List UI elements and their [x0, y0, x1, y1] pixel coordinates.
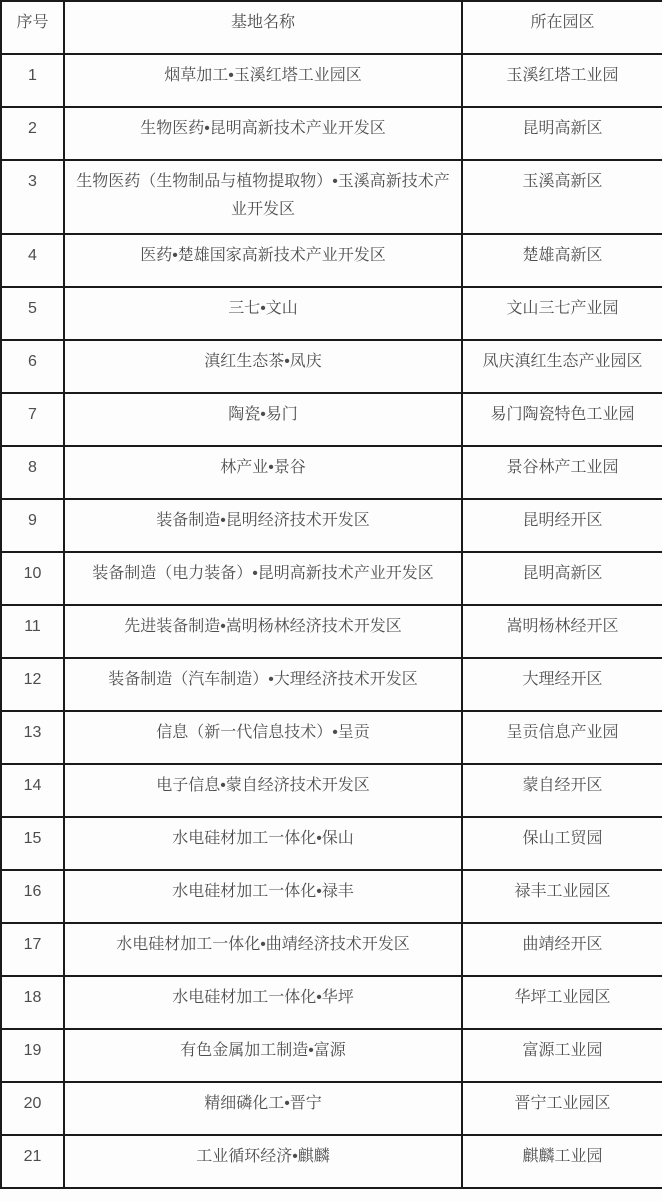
- park-name: 曲靖经开区: [462, 923, 662, 976]
- park-name: 麒麟工业园: [462, 1135, 662, 1188]
- base-name: 陶瓷•易门: [64, 393, 462, 446]
- row-index: 12: [1, 658, 64, 711]
- row-index: 4: [1, 234, 64, 287]
- park-name: 文山三七产业园: [462, 287, 662, 340]
- table-row: [1, 1135, 662, 1188]
- row-index: 17: [1, 923, 64, 976]
- table-row: [1, 658, 662, 711]
- park-name: 蒙自经开区: [462, 764, 662, 817]
- table-row: [1, 976, 662, 1029]
- table-row: [1, 287, 662, 340]
- base-name: 装备制造（电力装备）•昆明高新技术产业开发区: [64, 552, 462, 605]
- row-index: 20: [1, 1082, 64, 1135]
- base-name: 工业循环经济•麒麟: [64, 1135, 462, 1188]
- base-name: 生物医药（生物制品与植物提取物）•玉溪高新技术产业开发区: [64, 160, 462, 234]
- row-index: 10: [1, 552, 64, 605]
- table-row: [1, 764, 662, 817]
- base-name: 信息（新一代信息技术）•呈贡: [64, 711, 462, 764]
- row-index: 1: [1, 54, 64, 107]
- base-name: 三七•文山: [64, 287, 462, 340]
- row-index: 8: [1, 446, 64, 499]
- base-name: 水电硅材加工一体化•保山: [64, 817, 462, 870]
- table-row: [1, 711, 662, 764]
- row-index: 13: [1, 711, 64, 764]
- base-name: 电子信息•蒙自经济技术开发区: [64, 764, 462, 817]
- base-name: 装备制造•昆明经济技术开发区: [64, 499, 462, 552]
- row-index: 14: [1, 764, 64, 817]
- col-header-base-name: 基地名称: [64, 1, 462, 54]
- table-row: [1, 923, 662, 976]
- row-index: 16: [1, 870, 64, 923]
- table-row: [1, 817, 662, 870]
- table-row: [1, 1029, 662, 1082]
- row-index: 5: [1, 287, 64, 340]
- park-name: 玉溪红塔工业园: [462, 54, 662, 107]
- park-name: 华坪工业园区: [462, 976, 662, 1029]
- park-name: 易门陶瓷特色工业园: [462, 393, 662, 446]
- row-index: 3: [1, 160, 64, 234]
- park-name: 晋宁工业园区: [462, 1082, 662, 1135]
- base-name: 医药•楚雄国家高新技术产业开发区: [64, 234, 462, 287]
- row-index: 11: [1, 605, 64, 658]
- base-name: 滇红生态茶•凤庆: [64, 340, 462, 393]
- table-row: [1, 499, 662, 552]
- park-name: 昆明经开区: [462, 499, 662, 552]
- base-name: 先进装备制造•嵩明杨林经济技术开发区: [64, 605, 462, 658]
- park-name: 景谷林产工业园: [462, 446, 662, 499]
- table-row: [1, 1082, 662, 1135]
- table-row: [1, 340, 662, 393]
- table-row: [1, 107, 662, 160]
- park-name: 凤庆滇红生态产业园区: [462, 340, 662, 393]
- base-name: 生物医药•昆明高新技术产业开发区: [64, 107, 462, 160]
- table-row: [1, 160, 662, 234]
- base-name: 水电硅材加工一体化•禄丰: [64, 870, 462, 923]
- row-index: 9: [1, 499, 64, 552]
- col-header-no: 序号: [1, 1, 64, 54]
- base-name: 烟草加工•玉溪红塔工业园区: [64, 54, 462, 107]
- row-index: 6: [1, 340, 64, 393]
- park-name: 禄丰工业园区: [462, 870, 662, 923]
- park-name: 大理经开区: [462, 658, 662, 711]
- col-header-park: 所在园区: [462, 1, 662, 54]
- park-name: 呈贡信息产业园: [462, 711, 662, 764]
- base-name: 水电硅材加工一体化•曲靖经济技术开发区: [64, 923, 462, 976]
- table-row: [1, 393, 662, 446]
- park-name: 昆明高新区: [462, 107, 662, 160]
- table-row: [1, 870, 662, 923]
- base-name: 装备制造（汽车制造）•大理经济技术开发区: [64, 658, 462, 711]
- header-row: [1, 1, 662, 54]
- row-index: 18: [1, 976, 64, 1029]
- base-name: 精细磷化工•晋宁: [64, 1082, 462, 1135]
- park-name: 楚雄高新区: [462, 234, 662, 287]
- base-name: 有色金属加工制造•富源: [64, 1029, 462, 1082]
- row-index: 7: [1, 393, 64, 446]
- table-row: [1, 234, 662, 287]
- park-name: 富源工业园: [462, 1029, 662, 1082]
- row-index: 2: [1, 107, 64, 160]
- row-index: 19: [1, 1029, 64, 1082]
- park-name: 玉溪高新区: [462, 160, 662, 234]
- park-name: 昆明高新区: [462, 552, 662, 605]
- table-row: [1, 446, 662, 499]
- table-row: [1, 605, 662, 658]
- row-index: 21: [1, 1135, 64, 1188]
- park-name: 保山工贸园: [462, 817, 662, 870]
- base-name: 林产业•景谷: [64, 446, 462, 499]
- table-row: [1, 54, 662, 107]
- base-name: 水电硅材加工一体化•华坪: [64, 976, 462, 1029]
- park-name: 嵩明杨林经开区: [462, 605, 662, 658]
- row-index: 15: [1, 817, 64, 870]
- table-row: [1, 552, 662, 605]
